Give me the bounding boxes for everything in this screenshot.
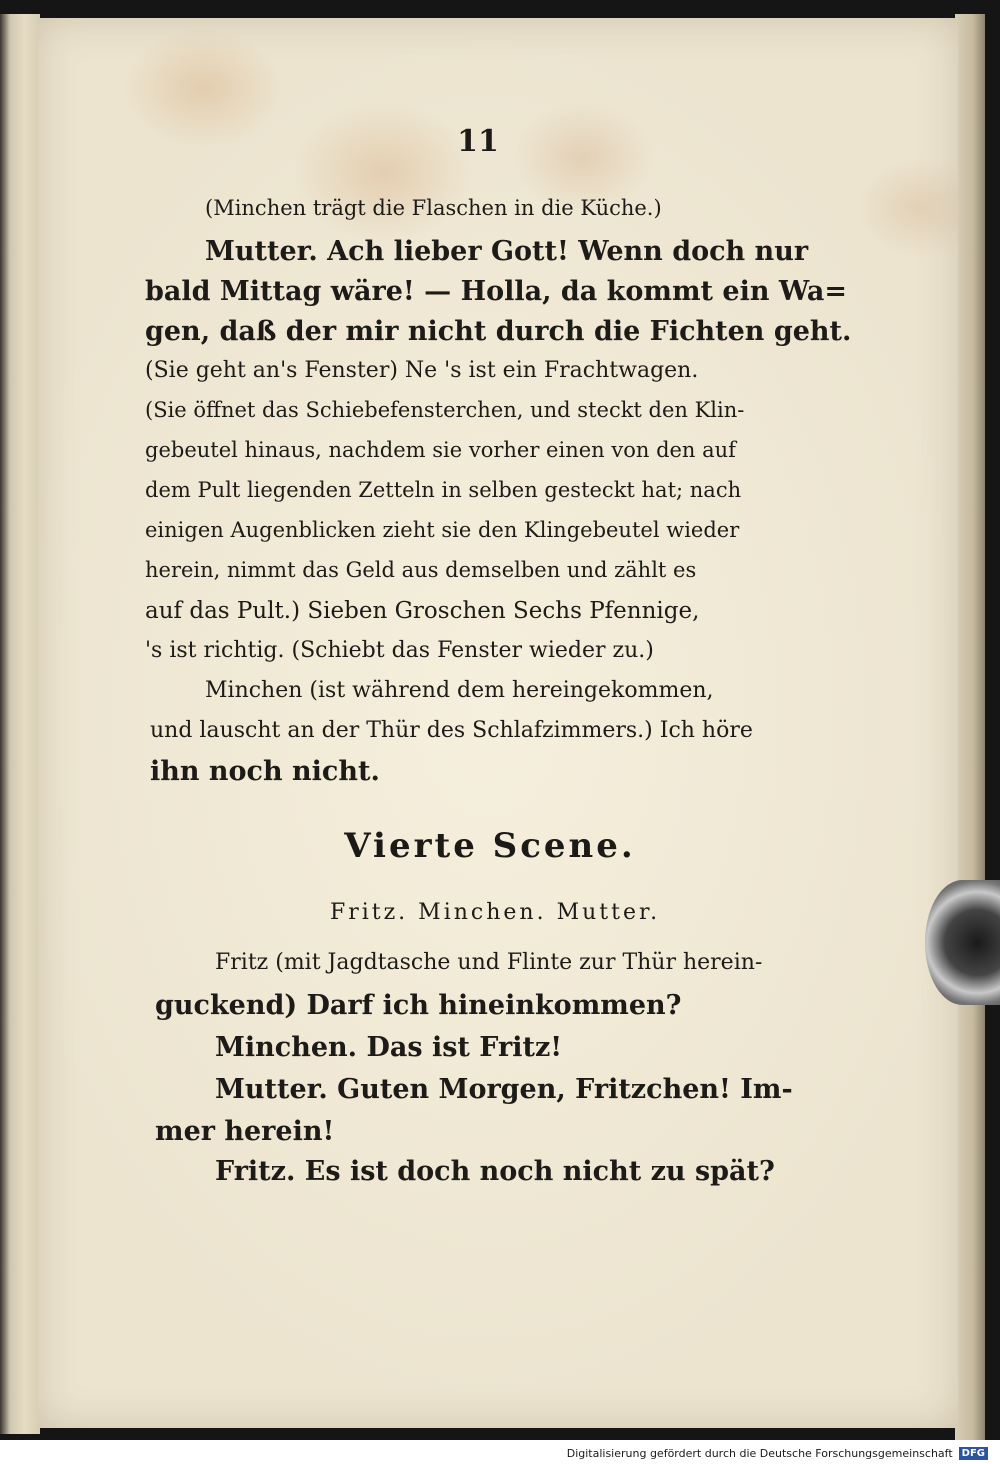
text-line: ihn noch nicht.: [150, 756, 380, 787]
text-line: Fritz (mit Jagdtasche und Flinte zur Thür herein-: [215, 950, 763, 975]
text-line: Fritz. Es ist doch noch nicht zu spät?: [215, 1156, 775, 1187]
text-line: bald Mittag wäre! — Holla, da kommt ein Wa=: [145, 276, 847, 307]
footer: [563, 1444, 992, 1462]
text-line: Mutter. Ach lieber Gott! Wenn doch nur: [205, 236, 809, 267]
stage-direction: einigen Augenblicken zieht sie den Klingebeutel wieder: [145, 518, 740, 542]
text-line: (Sie geht an's Fenster) Ne 's ist ein Frachtwagen.: [145, 358, 699, 383]
text-line: und lauscht an der Thür des Schlafzimmers.) Ich höre: [150, 718, 753, 743]
right-page-edge: [955, 14, 985, 1440]
text-line: guckend) Darf ich hineinkommen?: [155, 990, 682, 1021]
scene-heading: Vierte Scene.: [344, 826, 636, 866]
stage-direction: (Sie öffnet das Schiebefensterchen, und steckt den Klin-: [145, 398, 745, 422]
text-line: gen, daß der mir nicht durch die Fichten geht.: [145, 316, 852, 347]
footer-text: Digitalisierung gefördert durch die Deutsche Forschungsgemeinschaft: [566, 1446, 953, 1460]
text-line: 's ist richtig. (Schiebt das Fenster wieder zu.): [145, 638, 654, 663]
stage-direction: dem Pult liegenden Zetteln in selben gesteckt hat; nach: [145, 478, 742, 502]
stage-direction: gebeutel hinaus, nachdem sie vorher einen von den auf: [145, 438, 736, 462]
text-line: auf das Pult.) Sieben Groschen Sechs Pfennige,: [145, 598, 700, 624]
text-line: Minchen. Das ist Fritz!: [215, 1032, 563, 1063]
text-line: Minchen (ist während dem hereingekommen,: [205, 678, 714, 703]
scene-persons: Fritz. Minchen. Mutter.: [329, 900, 661, 925]
stage-direction: (Minchen trägt die Flaschen in die Küche.): [205, 196, 662, 220]
page-number: 11: [457, 124, 499, 159]
stage-direction: herein, nimmt das Geld aus demselben und zählt es: [145, 558, 697, 582]
dfg-logo-icon: DFG: [959, 1447, 988, 1460]
text-line: Mutter. Guten Morgen, Fritzchen! Im-: [215, 1074, 793, 1105]
left-page-edge: [0, 14, 40, 1434]
page-clip: [925, 880, 1000, 1005]
text-line: mer herein!: [155, 1116, 335, 1147]
